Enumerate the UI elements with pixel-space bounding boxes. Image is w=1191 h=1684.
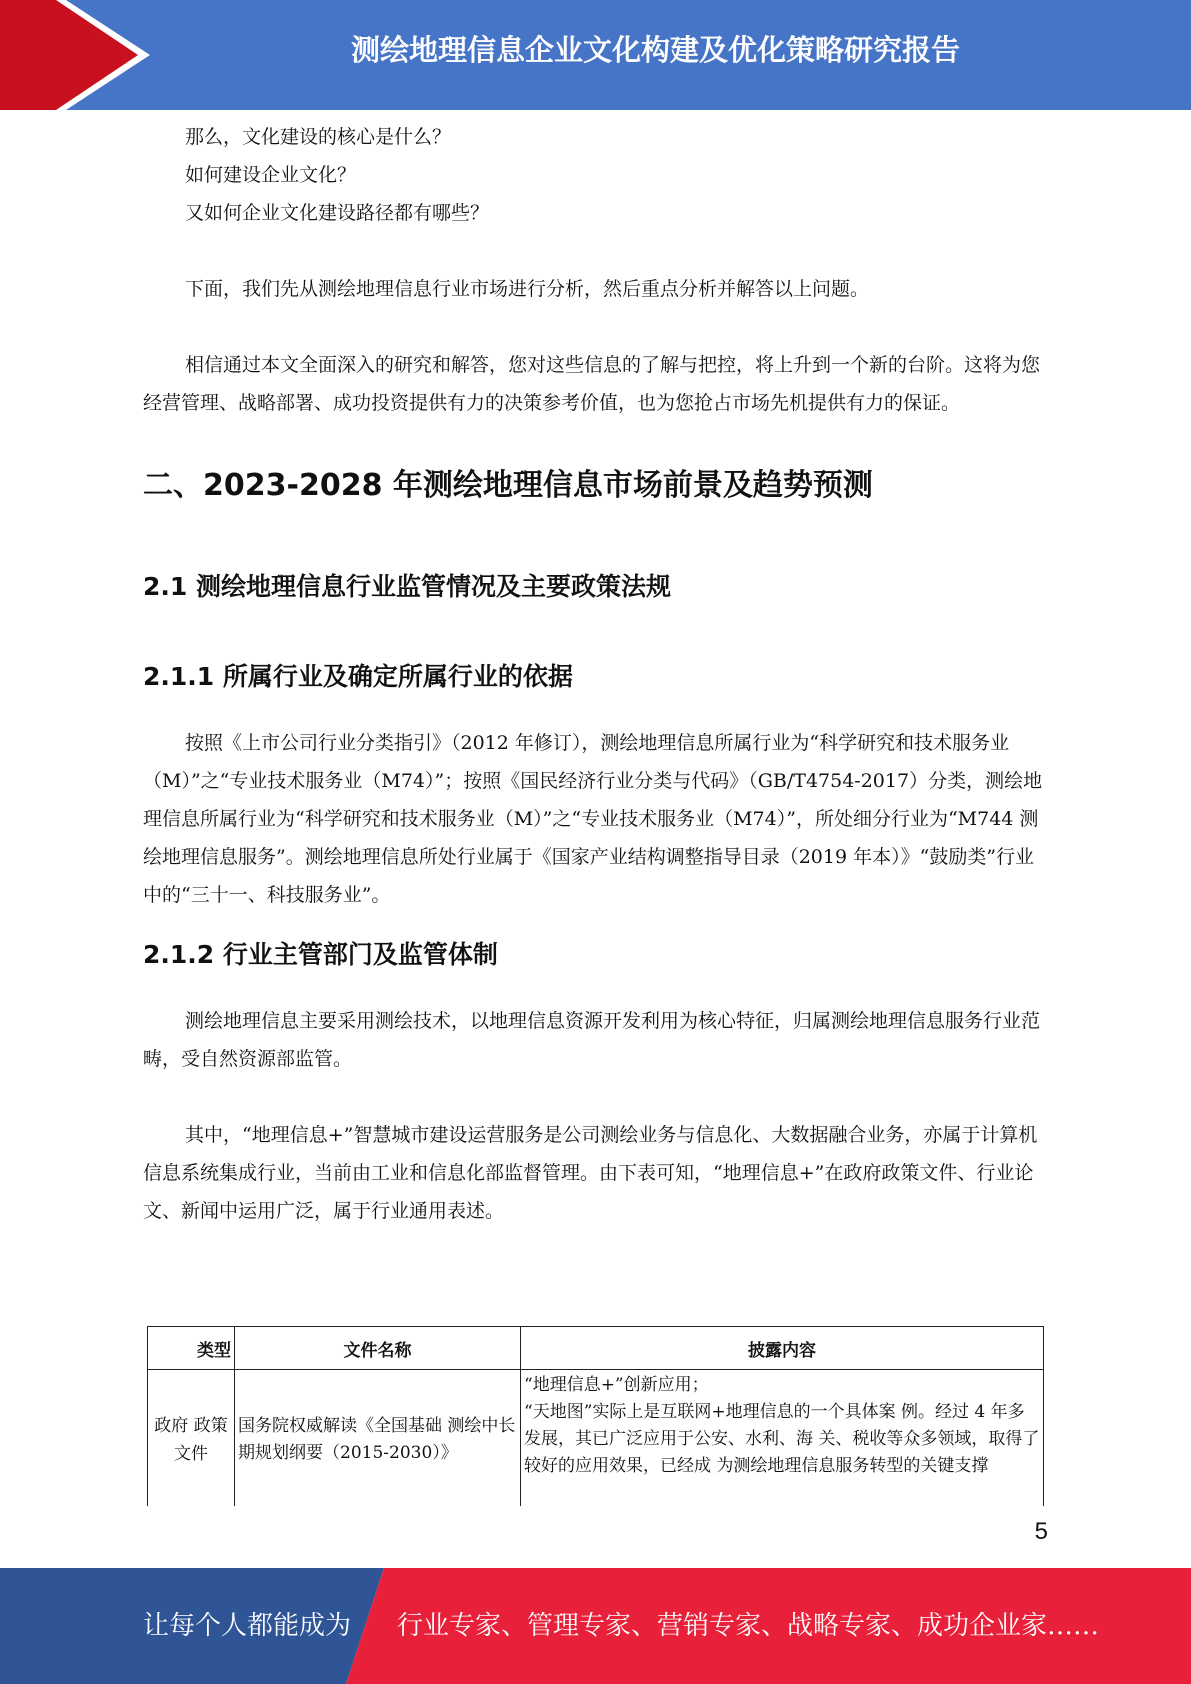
- section-2-1-2-paragraph-2: 其中，“地理信息+”智慧城市建设运营服务是公司测绘业务与信息化、大数据融合业务，亦属于计算机信息系统集成行业，当前由工业和信息化部监督管理。由下表可知，“地理信息+”在政府政策文件、行业论文、新闻中运用广泛，属于行业通用表述。: [143, 1124, 1038, 1222]
- table-cell-content: [521, 1370, 1044, 1510]
- section-2-1-1-paragraph: 按照《上市公司行业分类指引》（2012 年修订），测绘地理信息所属行业为“科学研究和技术服务业（M）”之“专业技术服务业（M74）”；按照《国民经济行业分类与代码》（GB/T4754-2017）分类，测绘地理信息所属行业为“科学研究和技术服务业（M）”之“专业技术服务业（M74）”，所处细分行业为“M744 测绘地理信息服务”。测绘地理信息所处行业属于《国家产业结构调整指导目录（2019 年本）》“鼓励类”行业中的“三十一、科技服务业”。: [143, 732, 1043, 906]
- footer-slogan-left: 让每个人都能成为: [143, 1611, 352, 1641]
- intro-question-3: 又如何企业文化建设路径都有哪些？: [185, 202, 490, 224]
- section-2-heading: 二、2023-2028 年测绘地理信息市场前景及趋势预测: [143, 468, 873, 503]
- table-header-content: 披露内容: [521, 1327, 1044, 1370]
- page-footer: [0, 1568, 1191, 1684]
- section-2-1-1-heading: 2.1.1 所属行业及确定所属行业的依据: [143, 662, 573, 691]
- page-break-mask: [140, 1506, 1050, 1526]
- table-row: [148, 1370, 1044, 1510]
- section-2-1-2-paragraph-1: 测绘地理信息主要采用测绘技术，以地理信息资源开发利用为核心特征，归属测绘地理信息服务行业范畴，受自然资源部监管。: [143, 1010, 1041, 1070]
- section-2-1-heading: 2.1 测绘地理信息行业监管情况及主要政策法规: [143, 572, 671, 601]
- table-header-filename: 文件名称: [235, 1327, 521, 1370]
- page-content: [143, 118, 1045, 1230]
- intro-question-2: 如何建设企业文化？: [185, 164, 357, 186]
- table-header-row: [148, 1327, 1044, 1370]
- table-cell-content-line-1: “地理信息+”创新应用；: [524, 1375, 709, 1395]
- intro-question-1: 那么，文化建设的核心是什么？: [185, 126, 452, 148]
- page-number: 5: [1034, 1518, 1048, 1545]
- table-cell-filename: 国务院权威解读《全国基础 测绘中长期规划纲要（2015-2030）》: [235, 1370, 521, 1510]
- table-header-type: 类型: [148, 1327, 235, 1370]
- table-cell-content-line-2: “天地图”实际上是互联网+地理信息的一个具体案 例。经过 4 年多发展，其已广泛应用于公安、水利、海 关、税收等众多领域，取得了较好的应用效果，已经成 为测绘地理信息服务转型的关键支撑: [524, 1402, 1040, 1476]
- page-header: [0, 0, 1191, 110]
- footer-slogan-right: 行业专家、管理专家、营销专家、战略专家、成功企业家……: [397, 1611, 1100, 1641]
- intro-paragraph-2: 相信通过本文全面深入的研究和解答，您对这些信息的了解与把控，将上升到一个新的台阶。这将为您经营管理、战略部署、成功投资提供有力的决策参考价值，也为您抢占市场先机提供有力的保证。: [143, 354, 1041, 414]
- table-cell-type: 政府 政策 文件: [148, 1370, 235, 1510]
- header-title: 测绘地理信息企业文化构建及优化策略研究报告: [350, 33, 960, 67]
- regulation-table: [147, 1326, 1044, 1510]
- section-2-1-2-heading: 2.1.2 行业主管部门及监管体制: [143, 940, 498, 969]
- intro-paragraph-1: 下面，我们先从测绘地理信息行业市场进行分析，然后重点分析并解答以上问题。: [185, 278, 870, 300]
